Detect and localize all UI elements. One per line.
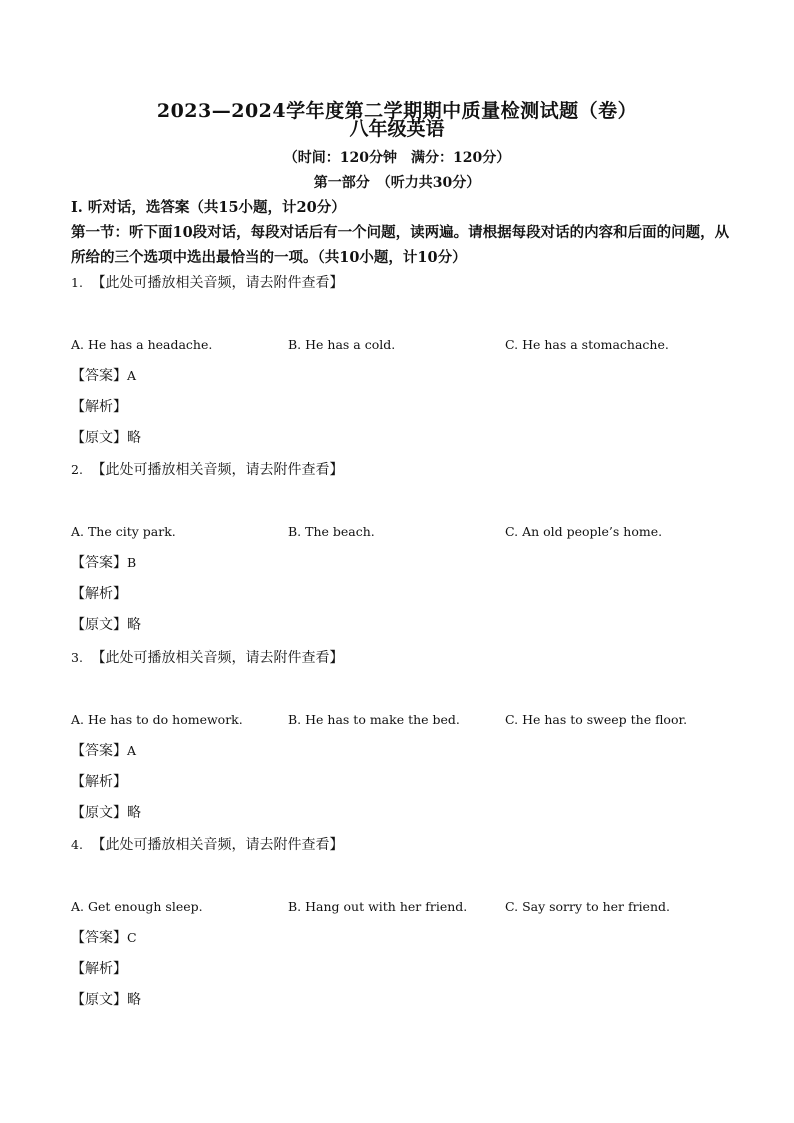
audio-prompt: 【此处可播放相关音频，请去附件查看】 xyxy=(91,837,344,853)
option-a: A. He has to do homework. xyxy=(71,712,243,727)
analysis-line xyxy=(71,770,731,794)
option-row xyxy=(71,708,731,732)
question-item xyxy=(71,458,731,637)
analysis-label: 【解析】 xyxy=(71,586,127,602)
question-prompt-line xyxy=(71,458,731,482)
question-number: 1. xyxy=(71,275,83,290)
analysis-line xyxy=(71,582,731,606)
option-c: C. He has a stomachache. xyxy=(505,337,669,352)
answer-value: A xyxy=(127,368,137,383)
analysis-label: 【解析】 xyxy=(71,399,127,415)
question-item xyxy=(71,833,731,1012)
option-b: B. The beach. xyxy=(288,524,375,539)
question-prompt-line xyxy=(71,646,731,670)
answer-label: 【答案】 xyxy=(71,743,127,759)
section-instruction: 第一节：听下面10段对话，每段对话后有一个问题，读两遍。请根据每段对话的内容和后面的问题，从所给的三个选项中选出最恰当的一项。（共10小题，计10分） xyxy=(71,224,730,266)
section-heading: Ⅰ. 听对话，选答案（共15小题，计20分） xyxy=(71,199,346,216)
original-line xyxy=(71,426,731,450)
option-row xyxy=(71,895,731,919)
answer-label: 【答案】 xyxy=(71,368,127,384)
original-label: 【原文】 xyxy=(71,992,127,1008)
option-a: A. He has a headache. xyxy=(71,337,213,352)
original-line xyxy=(71,988,731,1012)
exam-subject: 八年级英语 xyxy=(349,118,445,140)
audio-prompt: 【此处可播放相关音频，请去附件查看】 xyxy=(91,275,344,291)
option-b: B. Hang out with her friend. xyxy=(288,899,468,914)
original-value: 略 xyxy=(127,430,141,446)
question-prompt-line xyxy=(71,271,731,295)
option-row xyxy=(71,333,731,357)
answer-label: 【答案】 xyxy=(71,930,127,946)
option-row xyxy=(71,520,731,544)
question-prompt-line xyxy=(71,833,731,857)
answer-line xyxy=(71,926,731,950)
audio-prompt: 【此处可播放相关音频，请去附件查看】 xyxy=(91,650,344,666)
option-a: A. The city park. xyxy=(71,524,176,539)
question-item xyxy=(71,646,731,825)
original-line xyxy=(71,613,731,637)
exam-title: 2023—2024学年度第二学期期中质量检测试题（卷） xyxy=(156,100,638,122)
option-b: B. He has to make the bed. xyxy=(288,712,460,727)
analysis-label: 【解析】 xyxy=(71,961,127,977)
question-number: 4. xyxy=(71,837,83,852)
original-label: 【原文】 xyxy=(71,805,127,821)
analysis-line xyxy=(71,957,731,981)
audio-prompt: 【此处可播放相关音频，请去附件查看】 xyxy=(91,462,344,478)
answer-value: B xyxy=(127,555,137,570)
question-number: 3. xyxy=(71,650,83,665)
question-number: 2. xyxy=(71,462,83,477)
analysis-label: 【解析】 xyxy=(71,774,127,790)
option-c: C. An old people’s home. xyxy=(505,524,663,539)
answer-line xyxy=(71,364,731,388)
answer-line xyxy=(71,551,731,575)
exam-part-heading: 第一部分 （听力共30分） xyxy=(313,175,481,191)
original-line xyxy=(71,801,731,825)
original-value: 略 xyxy=(127,992,141,1008)
original-value: 略 xyxy=(127,617,141,633)
option-c: C. He has to sweep the floor. xyxy=(505,712,688,727)
option-c: C. Say sorry to her friend. xyxy=(505,899,670,914)
answer-value: C xyxy=(127,930,137,945)
answer-label: 【答案】 xyxy=(71,555,127,571)
option-a: A. Get enough sleep. xyxy=(71,899,203,914)
original-value: 略 xyxy=(127,805,141,821)
option-b: B. He has a cold. xyxy=(288,337,396,352)
question-item xyxy=(71,271,731,450)
answer-value: A xyxy=(127,743,137,758)
analysis-line xyxy=(71,395,731,419)
original-label: 【原文】 xyxy=(71,430,127,446)
answer-line xyxy=(71,739,731,763)
exam-time-info: （时间：120分钟 满分：120分） xyxy=(283,150,511,166)
original-label: 【原文】 xyxy=(71,617,127,633)
